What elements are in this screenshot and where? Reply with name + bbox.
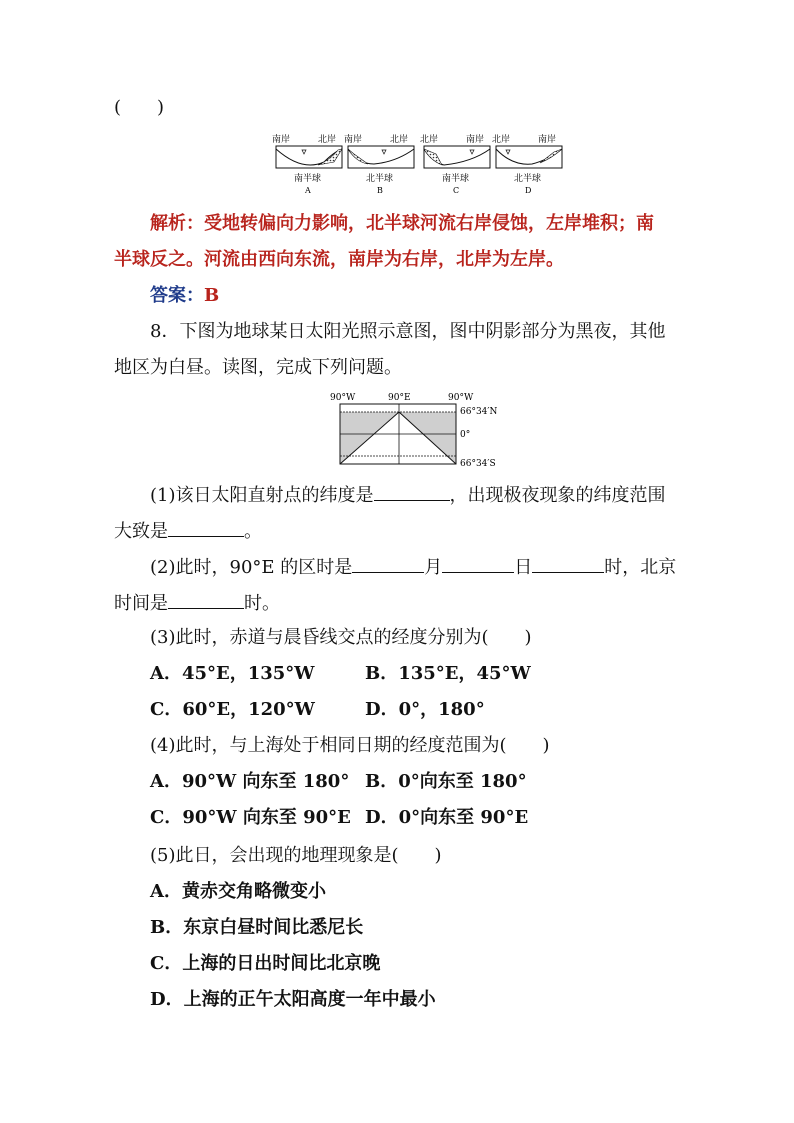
panel-d-right-bank: 南岸 [538,135,557,145]
lat-label-eq: 0° [460,430,471,440]
sunlight-figure [330,390,530,470]
panel-a-left-bank: 南岸 [272,135,291,145]
panel-b-right-bank: 北岸 [390,135,409,145]
analysis-line-1 [150,212,654,236]
q8-sub2-line-2 [114,590,280,616]
panel-d-hemisphere: 北半球 [514,174,542,184]
q8-sub5-option-a[interactable]: A．黄赤交角略微变小 [150,881,326,902]
panel-c-hemisphere: 南半球 [442,174,470,184]
q8-sub1-part2: ，出现极夜现象的纬度范围 [449,485,666,506]
q8-sub3-stem: (3)此时，赤道与晨昏线交点的经度分别为( ) [150,627,532,648]
q8-sub4-stem: (4)此时，与上海处于相同日期的经度范围为( ) [150,735,550,756]
q8-sub3-option-c[interactable]: C．60°E，120°W [150,699,315,720]
q8-sub4-option-c[interactable]: C．90°W 向东至 90°E [150,807,351,828]
panel-a-right-bank: 北岸 [318,135,337,145]
analysis-label: 解析： [150,213,204,234]
q8-sub1-line-2 [114,518,262,544]
q8-sub5-option-c[interactable]: C．上海的日出时间比北京晚 [150,953,381,974]
q8-sub2-part3: 日 [514,557,533,578]
q8-sub3-option-d[interactable]: D．0°，180° [365,699,485,720]
question-answer-paren: ( ) [114,97,165,118]
river-panel-d [492,133,562,194]
lat-label-bottom: 66°34′S [460,459,496,469]
q8-sub4-option-d[interactable]: D．0°向东至 90°E [365,807,529,828]
answer-value: B [204,285,220,306]
answer-line [150,284,219,308]
answer-blank[interactable] [168,518,244,537]
analysis-line-2: 半球反之。河流由西向东流，南岸为右岸，北岸为左岸。 [114,249,564,270]
panel-d-letter: D [525,186,532,194]
panel-c-left-bank: 北岸 [420,135,439,145]
q8-sub4-option-a[interactable]: A．90°W 向东至 180° [150,771,350,792]
q8-sub1-line-1 [150,482,666,508]
panel-a-hemisphere: 南半球 [294,174,322,184]
river-panel-a [272,133,342,194]
river-panel-b [344,133,414,194]
river-cross-section-figure [270,132,570,194]
answer-blank[interactable] [168,590,244,609]
answer-blank[interactable] [532,554,604,573]
panel-d-left-bank: 北岸 [492,135,511,145]
answer-blank[interactable] [352,554,424,573]
panel-c-letter: C [453,186,460,194]
lon-label-mid: 90°E [388,393,411,403]
q8-sub2-part2: 月 [424,557,443,578]
q8-sub3-option-b[interactable]: B．135°E，45°W [365,663,531,684]
answer-label: 答案： [150,285,204,306]
q8-sub3-option-a[interactable]: A．45°E，135°W [150,663,315,684]
panel-b-left-bank: 南岸 [344,135,363,145]
panel-b-hemisphere: 北半球 [366,174,394,184]
q8-sub5-option-b[interactable]: B．东京白昼时间比悉尼长 [150,917,364,938]
q8-sub2-line-1 [150,554,676,580]
lat-label-top: 66°34′N [460,407,498,417]
analysis-text-1: 受地转偏向力影响，北半球河流右岸侵蚀，左岸堆积；南 [204,213,654,234]
q8-intro-line-1: 8．下图为地球某日太阳光照示意图，图中阴影部分为黑夜，其他 [150,321,666,342]
q8-sub5-stem: (5)此日，会出现的地理现象是( ) [150,845,442,866]
river-panel-c [420,133,490,194]
panel-b-letter: B [377,186,383,194]
q8-sub5-option-d[interactable]: D．上海的正午太阳高度一年中最小 [150,989,436,1010]
q8-sub4-option-b[interactable]: B．0°向东至 180° [365,771,527,792]
q8-sub2-part1: (2)此时，90°E 的区时是 [150,557,353,578]
q8-intro-line-2: 地区为白昼。读图，完成下列问题。 [114,357,402,378]
lon-label-right: 90°W [448,393,474,403]
q8-sub2-part6: 时。 [244,593,280,614]
panel-c-right-bank: 南岸 [466,135,485,145]
answer-blank[interactable] [374,482,450,501]
q8-sub2-part4: 时，北京 [604,557,677,578]
q8-sub1-part1: (1)该日太阳直射点的纬度是 [150,485,374,506]
panel-a-letter: A [305,186,311,194]
answer-blank[interactable] [442,554,514,573]
q8-sub1-part3: 大致是 [114,521,168,542]
q8-sub1-part4: 。 [244,521,262,542]
q8-sub2-part5: 时间是 [114,593,168,614]
lon-label-left: 90°W [330,393,356,403]
